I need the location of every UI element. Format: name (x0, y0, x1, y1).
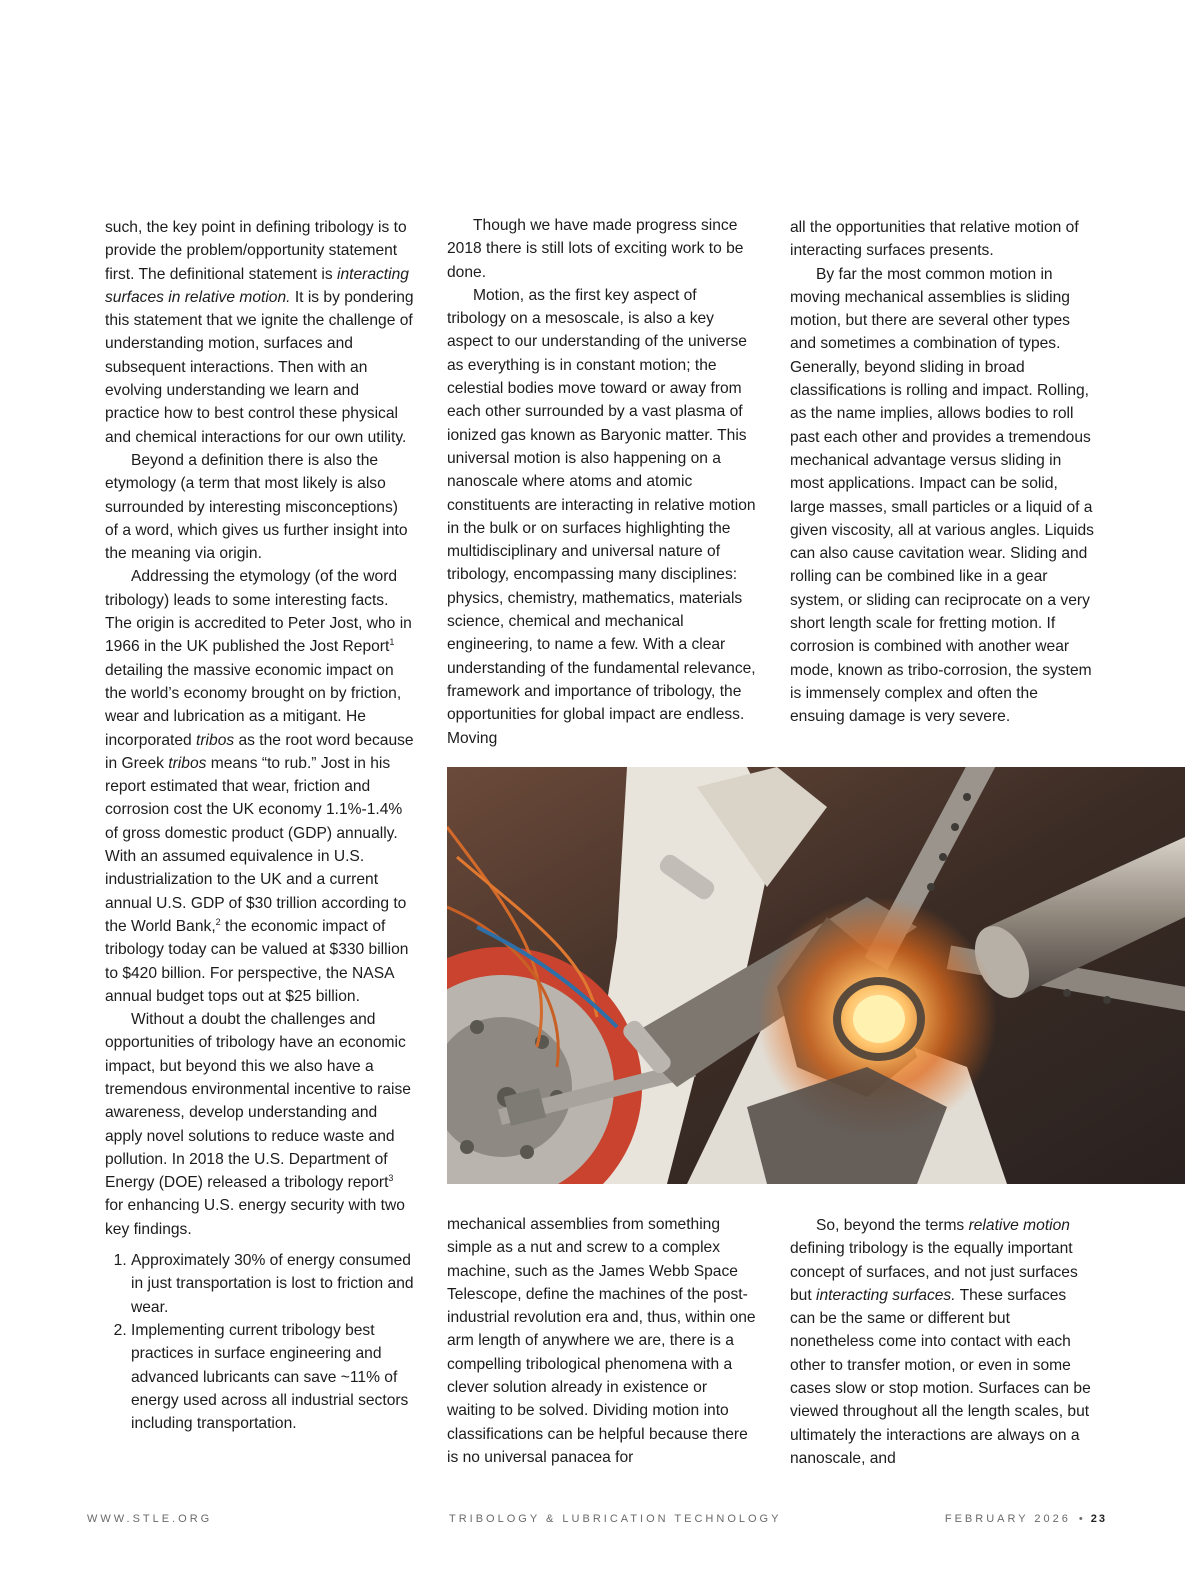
issue-date: FEBRUARY 2026 (944, 1513, 1071, 1525)
paragraph: Without a doubt the challenges and opportunities of tribology have an economic impact, but beyond this we also have a tremendous environmental incentive to raise awareness, develop understanding and apply novel solutions to reduce waste and pollution. In 2018 the U.S. Department of Energy (DOE) released a tribology report$^3$ for enhancing U.S. energy security with two key findings. (105, 1011, 411, 1238)
separator: • (1078, 1513, 1083, 1525)
test-rig-illustration (447, 767, 1185, 1184)
paragraph: Addressing the etymology (of the word tribology) leads to some interesting facts. The origin is accredited to Peter Jost, who in 1966 in the UK published the Jost Report$^1$ detailing the massive economic impact on the world’s economy brought on by friction, wear and lubrication as a mitigant. He incorporated tribos as the root word because in Greek tribos means “to rub.” Jost in his report estimated that wear, friction and corrosion cost the UK economy 1.1%-1.4% of gross domestic product (GDP) annually. With an assumed equivalence in U.S. industrialization to the UK and a current annual U.S. GDP of $30 trillion according to the World Bank,$^2$ the economic impact of tribology today can be valued at $330 billion to $420 billion. For perspective, the NASA annual budget tops out at $25 billion. (105, 568, 414, 1005)
list-item: 1. Approximately 30% of energy consumed in just transportation is lost to friction and wear. (131, 1249, 415, 1319)
article-column-3 (790, 216, 1095, 729)
paragraph: By far the most common motion in moving mechanical assemblies is sliding motion, but there are several other types and sometimes a combination of types. Generally, beyond sliding in broad classifications is rolling and impact. Rolling, as the name implies, allows bodies to roll past each other and provides a tremendous mechanical advantage versus sliding in most applications. Impact can be solid, large masses, small particles or a liquid of a given viscosity, all at various angles. Liquids can also cause cavitation wear. Sliding and rolling can be combined like in a gear system, or sliding can reciprocate on a very short length scale for fretting motion. If corrosion is combined with another wear mode, known as tribo-corrosion, the system is immensely complex and often the ensuing damage is very severe. (790, 265, 1094, 726)
article-column-2 (447, 214, 759, 750)
footnote-ref: 2 (215, 916, 221, 927)
paragraph: such, the key point in defining tribology is to provide the problem/opportunity statement first. The definitional statement is interacting surfaces in relative motion. It is by pondering this statement that we ignite the challenge of understanding motion, surfaces and subsequent interactions. Then with an evolving understanding we learn and practice how to best control these physical and chemical interactions for our own utility. (105, 219, 414, 446)
list-item: 2. Implementing current tribology best practices in surface engineering and advanced lubricants can save ~11% of energy used across all industrial sectors including transportation. (131, 1319, 415, 1435)
paragraph: all the opportunities that relative motion of interacting surfaces presents. (790, 219, 1079, 260)
tribology-test-rig-photo (447, 767, 1185, 1184)
article-column-1 (105, 216, 415, 1435)
findings-list (105, 1249, 415, 1435)
footer-website[interactable]: WWW.STLE.ORG (87, 1513, 213, 1525)
paragraph: Motion, as the first key aspect of tribology on a mesoscale, is also a key aspect to our understanding of the universe as everything is in constant motion; the celestial bodies move toward or away from each other surrounded by a vast plasma of ionized gas known as Baryonic matter. This universal motion is also happening on a nanoscale where atoms and atomic constituents are interacting in relative motion in the bulk or on surfaces highlighting the multidisciplinary and universal nature of tribology, encompassing many disciplines: physics, chemistry, mathematics, materials science, chemical and mechanical engineering, to name a few. With a clear understanding of the fundamental relevance, framework and importance of tribology, the opportunities for global impact are endless. Moving (447, 286, 756, 747)
article-column-2-continued (447, 1213, 759, 1469)
page-number: 23 (1090, 1513, 1107, 1525)
paragraph: Though we have made progress since 2018 there is still lots of exciting work to be done. (447, 217, 744, 281)
footer-publication: TRIBOLOGY & LUBRICATION TECHNOLOGY (449, 1513, 782, 1525)
footnote-ref: 1 (389, 637, 395, 648)
paragraph: So, beyond the terms relative motion defining tribology is the equally important concept of surfaces, and not just surfaces but interacting surfaces. These surfaces can be the same or different but nonetheless come into contact with each other to transfer motion, or even in some cases slow or stop motion. Surfaces can be viewed throughout all the length scales, but ultimately the interactions are always on a nanoscale, and (790, 1217, 1091, 1467)
paragraph: Beyond a definition there is also the etymology (a term that most likely is also surrounded by interesting misconceptions) of a word, which gives us further insight into the meaning via origin. (105, 451, 408, 563)
footnote-ref: 3 (388, 1172, 394, 1183)
footer-issue (945, 1513, 1107, 1525)
article-column-3-continued (790, 1214, 1095, 1470)
paragraph: mechanical assemblies from something simple as a nut and screw to a complex machine, such as the James Webb Space Telescope, define the machines of the post-industrial revolution era and, thus, within one arm length of anywhere we are, there is a compelling tribological phenomena with a clever solution already in existence or waiting to be solved. Dividing motion into classifications can be helpful because there is no universal panacea for (447, 1216, 756, 1466)
